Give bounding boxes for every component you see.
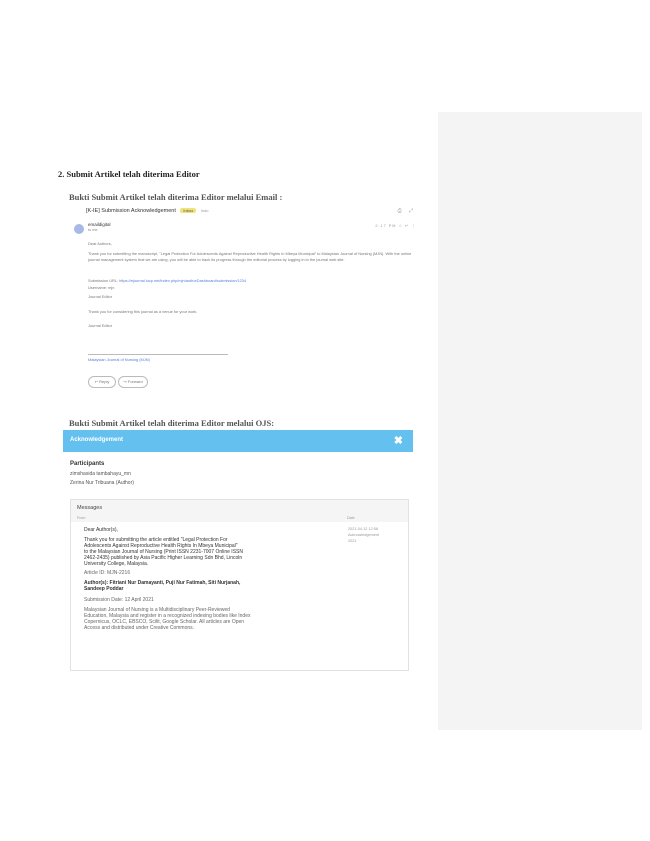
email-greeting: Dear Authors,: [88, 241, 112, 246]
email-body-line: journal management system that we are using, you will be able to track its progress through the editorial process by logging in to the journal web site:: [88, 257, 345, 262]
message-line: 2462-2435) published by Asia Pacific Higher Learning Sdn Bhd, Lincoln: [84, 555, 243, 561]
avatar: [74, 224, 84, 234]
url-label: Submission URL:: [88, 278, 119, 283]
participants-heading: Participants: [70, 461, 105, 467]
col-date: Date: [347, 516, 355, 520]
message-line: Dear Author(s),: [84, 527, 118, 533]
message-line: University College, Malaysia.: [84, 561, 149, 567]
forward-button[interactable]: ↪ Forward: [118, 376, 148, 388]
email-screenshot: [72, 205, 422, 391]
close-icon[interactable]: ✖: [393, 435, 403, 447]
email-url-row: [88, 278, 246, 283]
email-thanks: Thank you for considering this journal as a venue for your work.: [88, 309, 198, 314]
email-signoff: Journal Editor: [88, 323, 113, 328]
modal-title: Acknowledgement: [70, 437, 124, 443]
email-body-line: Thank you for submitting the manuscript, "Legal Protection For Adolescents Against Reproductive Health Rights In Mbeya Municipal" to Malaysian Journal of Nursing (MJN). With the online: [88, 251, 412, 256]
messages-header: [71, 500, 408, 522]
ojs-screenshot: [63, 430, 413, 665]
message-date-sub: Acknowledgement: [348, 533, 380, 537]
message-line: Submission Date: 12 April 2021: [84, 597, 154, 603]
inbox-tag: Inbox: [180, 208, 196, 213]
messages-panel: [70, 499, 409, 671]
email-subject: [86, 208, 209, 214]
participant-item: zimshasida tambahayu_mn: [70, 471, 131, 477]
section-heading: 2. Submit Artikel telah diterima Editor: [58, 169, 200, 179]
message-line: Thank you for submitting the article entitled "Legal Protection For: [84, 537, 228, 543]
message-line: Article ID: MJN-2216: [84, 570, 131, 576]
message-line: Sandeep Poddar: [84, 586, 124, 592]
message-date: 2021-04-12 12:58: [348, 527, 378, 531]
message-line: Access and distributed under Creative Commons.: [84, 625, 195, 631]
email-editor-line: Journal Editor: [88, 294, 113, 299]
print-icon: ⎙ ⤢: [397, 208, 416, 214]
email-username: Username: mjn: [88, 285, 115, 290]
message-line: Education, Malaysia and register in a recognized indexing bodies like Index: [84, 613, 251, 619]
email-footer-link[interactable]: Malaysian Journal of Nursing (MJN): [88, 357, 150, 362]
participant-item: Zerina Nur Tribuana (Author): [70, 480, 134, 486]
email-recipient: to me: [88, 228, 98, 232]
caption-email: Bukti Submit Artikel telah diterima Editor melalui Email :: [69, 192, 283, 202]
message-date-sub: 2021: [348, 539, 357, 543]
signature-divider: [88, 354, 228, 355]
message-line: Malaysian Journal of Nursing is a Multidisciplinary Peer-Reviewed: [84, 607, 230, 613]
email-subject-text: [K-IE] Submission Acknowledgement: [86, 208, 176, 214]
ojs-modal-header: [63, 430, 413, 452]
message-line: Author(s): Fitriani Nur Damayanti, Puji Nur Fatimah, Siti Nurjanah,: [84, 580, 241, 586]
submission-url-link[interactable]: https://ejournal.lucp.net/index.php/mjn/authorDashboard/submission/1234: [119, 278, 247, 283]
message-line: Adolescents Against Reproductive Health Rights In Mbeya Municipal": [84, 543, 238, 549]
label-tag: Indo: [200, 208, 209, 213]
message-line: to the Malaysian Journal of Nursing (Print ISSN 2231-7007 Online ISSN: [84, 549, 243, 555]
reply-button[interactable]: ↩ Reply: [88, 376, 116, 388]
col-from: From: [77, 516, 86, 520]
email-meta: 2:17 PM ☆ ↩ ⋮: [375, 224, 416, 228]
messages-heading: Messages: [77, 505, 103, 511]
caption-ojs: Bukti Submit Artikel telah diterima Editor melalui OJS:: [69, 418, 275, 428]
comment-pane: [438, 112, 642, 730]
email-sender: emaildigital: [88, 222, 111, 227]
message-line: Copernicus, OCLC, EBSCO, Scilit, Google Scholar. All articles are Open: [84, 619, 245, 625]
